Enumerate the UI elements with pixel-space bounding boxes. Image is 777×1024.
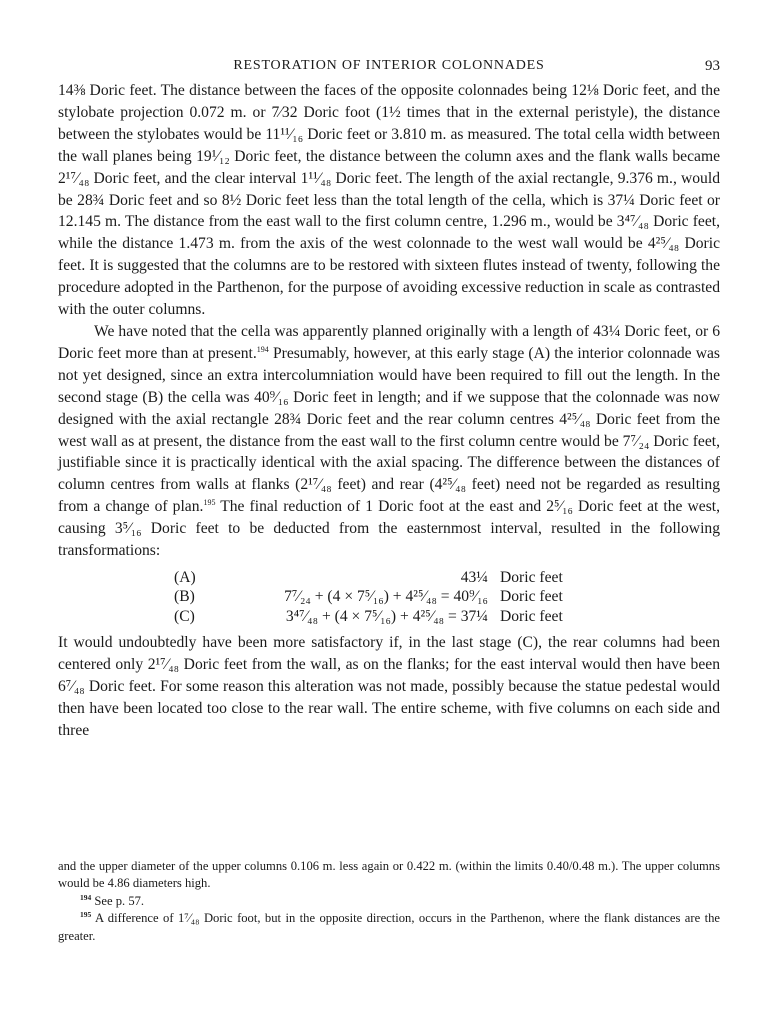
equation-expression: 7⁷⁄₂₄ + (4 × 7⁵⁄₁₆) + 4²⁵⁄₄₈ = 40⁹⁄₁₆ (284, 588, 488, 606)
equation-expression: 3⁴⁷⁄₄₈ + (4 × 7⁵⁄₁₆) + 4²⁵⁄₄₈ = 37¼ (285, 607, 488, 625)
running-header (58, 54, 720, 80)
footnote-marker: 194 (80, 892, 92, 902)
paragraph-2-part-c: The final reduction of 1 Doric foot at the east and 2⁵⁄₁₆ Doric feet at the west, causing 3⁵⁄₁₆ Doric feet to be deducted from the easternmost interval, resulted in the following transformations: (58, 498, 721, 560)
footnote-text: A difference of 1⁷⁄₄₈ Doric foot, but in the opposite direction, occurs in the Parthenon, where the flank distances are the greater. (58, 911, 720, 943)
equation-row (174, 587, 563, 607)
equation-row (174, 568, 563, 588)
equation-expression: 43¼ (460, 568, 488, 586)
equation-label: (A) (174, 568, 196, 586)
paragraph-1: 14⅜ Doric feet. The distance between the faces of the opposite colonnades being 12⅛ Doric feet, and the stylobate projection 0.072 m. or 7⁄32 Doric foot (1½ times that in the external peristyle), the distance between the stylobates would be 11¹¹⁄₁₆ Doric feet or 3.810 m. as measured. The total cella width between the wall planes being 19¹⁄₁₂ Doric feet, the distance between the column axes and the flank walls became 2¹⁷⁄₄₈ Doric feet, and the clear interval 1¹¹⁄₄₈ Doric feet. The length of the axial rectangle, 9.376 m., would be 28¾ Doric feet and so 8½ Doric feet less than the total length of the cella, which is 37¼ Doric feet or 12.145 m. The distance from the east wall to the first column centre, 1.296 m., would be 3⁴⁷⁄₄₈ Doric feet, while the distance 1.473 m. from the axis of the west colonnade to the west wall would be 4²⁵⁄₄₈ Doric feet. It is suggested that the columns are to be restored with sixteen flutes instead of twenty, following the procedure adopted in the Parthenon, for the purpose of avoiding excessive reduction in scale as contrasted with the outer columns. (58, 82, 720, 319)
main-text (58, 80, 720, 742)
running-title: RESTORATION OF INTERIOR COLONNADES (233, 58, 545, 73)
paragraph-2-part-a: We have noted that the cella was apparently planned originally with a length of 43¼ Doric feet, or 6 Doric feet more than at present. (58, 322, 720, 362)
footnote-ref-194[interactable]: 194 (256, 344, 269, 354)
equation-row (174, 607, 563, 627)
footnotes (58, 858, 720, 945)
page-number: 93 (705, 58, 720, 74)
footnote-marker: 195 (80, 910, 92, 920)
equation-label: (C) (174, 607, 195, 625)
paragraph-2 (58, 321, 720, 562)
transformation-table (174, 568, 563, 627)
footnote-195 (58, 910, 720, 945)
footnote-ref-195[interactable]: 195 (203, 498, 216, 508)
paragraph-2-part-b: Presumably, however, at this early stage (A) the interior colonnade was not yet designed, since an extra intercolumniation would have been required to fill out the length. In the second stage (B) the cella was 40⁹⁄₁₆ Doric feet in length; and if we suppose that the colonnade was now designed with the axial rectangle 28¾ Doric feet and the rear column centres 4²⁵⁄₄₈ Doric feet from the west wall as at present, the distance from the east wall to the first column centre would be 7⁷⁄₂₄ Doric feet, justifiable since it is practically identical with the axial spacing. The difference between the distances of column centres from walls at flanks (2¹⁷⁄₄₈ feet) and rear (4²⁵⁄₄₈ feet) need not be regarded as resulting from a change of plan. (58, 344, 720, 516)
equation-unit: Doric feet (500, 588, 563, 606)
paragraph-3: It would undoubtedly have been more satisfactory if, in the last stage (C), the rear columns had been centered only 2¹⁷⁄₄₈ Doric feet from the wall, as on the flanks; for the east interval would then have been 6⁷⁄₄₈ Doric feet. For some reason this alteration was not made, possibly because the statue pedestal would then have been located too close to the rear wall. The entire scheme, with five columns on each side and three (58, 634, 720, 740)
equation-label: (B) (174, 588, 195, 606)
page (58, 54, 720, 742)
footnote-text: See p. 57. (91, 893, 145, 908)
equation-unit: Doric feet (500, 607, 563, 625)
footnote-continuation: and the upper diameter of the upper columns 0.106 m. less again or 0.422 m. (within the limits 0.40/0.48 m.). The upper columns would be 4.86 diameters high. (58, 859, 720, 891)
footnote-194 (58, 893, 720, 910)
equation-unit: Doric feet (500, 568, 563, 586)
